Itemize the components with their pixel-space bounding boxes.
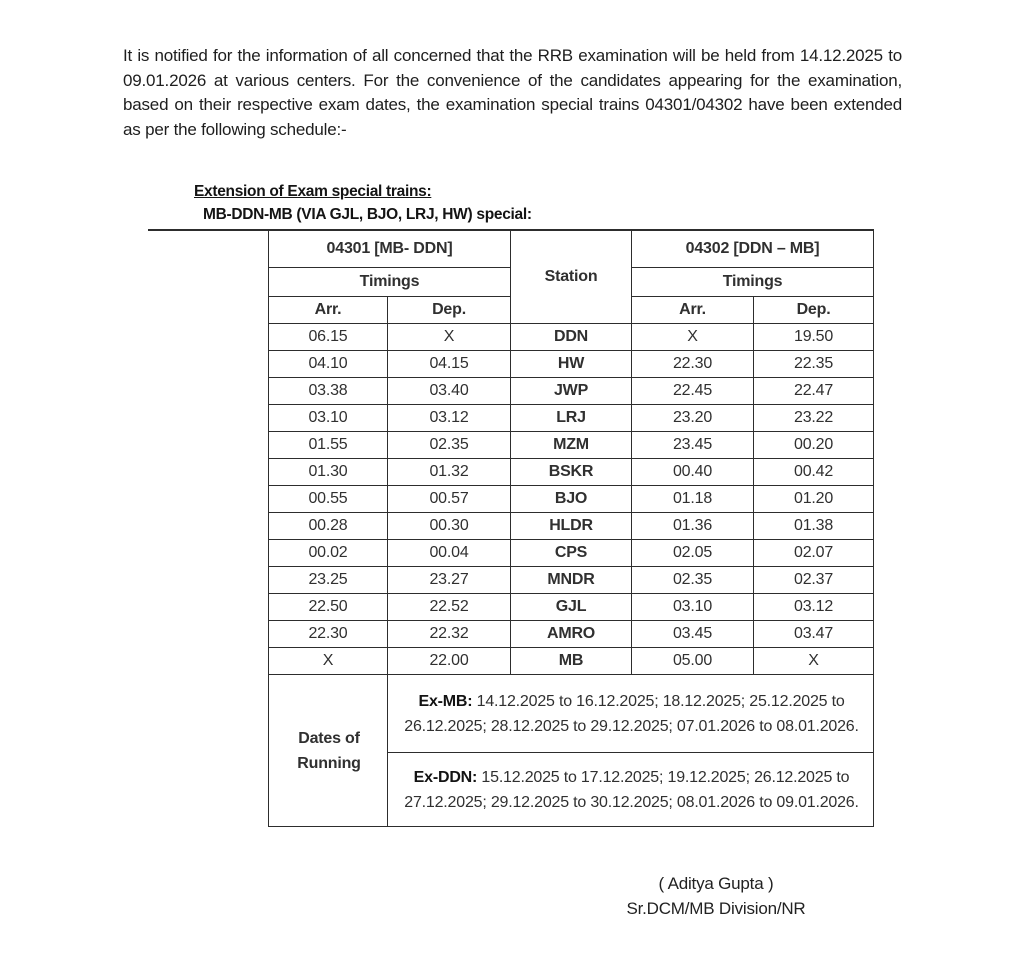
table-row (269, 567, 874, 594)
ex-ddn-dates-cell (388, 753, 874, 827)
cell-dep-04301: X (388, 324, 511, 351)
table-row (269, 432, 874, 459)
station-column-header: Station (511, 230, 632, 324)
cell-arr-04301: 00.28 (269, 513, 388, 540)
table-row (269, 324, 874, 351)
table-row (269, 621, 874, 648)
ex-mb-dates-cell (388, 675, 874, 753)
cell-dep-04302: 00.42 (754, 459, 874, 486)
dates-of-running-row-ex-mb (269, 675, 874, 753)
cell-arr-04301: 23.25 (269, 567, 388, 594)
table-row (269, 486, 874, 513)
cell-dep-04302: 03.12 (754, 594, 874, 621)
table-row (269, 540, 874, 567)
station-cell: BJO (511, 486, 632, 513)
signatory-designation: Sr.DCM/MB Division/NR (626, 898, 806, 918)
cell-dep-04301: 22.00 (388, 648, 511, 675)
cell-arr-04301: 06.15 (269, 324, 388, 351)
cell-dep-04302: 22.47 (754, 378, 874, 405)
cell-arr-04301: 00.55 (269, 486, 388, 513)
ex-ddn-label: Ex-DDN: (413, 768, 478, 786)
cell-arr-04301: 22.30 (269, 621, 388, 648)
cell-arr-04301: 01.55 (269, 432, 388, 459)
cell-dep-04302: 00.20 (754, 432, 874, 459)
station-cell: MB (511, 648, 632, 675)
cell-dep-04301: 04.15 (388, 351, 511, 378)
cell-dep-04301: 01.32 (388, 459, 511, 486)
train-timetable (268, 229, 874, 827)
station-cell: JWP (511, 378, 632, 405)
cell-dep-04301: 22.32 (388, 621, 511, 648)
station-cell: BSKR (511, 459, 632, 486)
cell-arr-04301: X (269, 648, 388, 675)
table-row (269, 513, 874, 540)
extension-heading: Extension of Exam special trains: (194, 183, 432, 200)
station-cell: MZM (511, 432, 632, 459)
cell-arr-04302: 00.40 (632, 459, 754, 486)
arr-header-04301: Arr. (269, 297, 388, 324)
cell-dep-04302: 02.07 (754, 540, 874, 567)
station-cell: MNDR (511, 567, 632, 594)
signature-block (550, 872, 882, 921)
cell-arr-04302: 22.45 (632, 378, 754, 405)
table-row (269, 594, 874, 621)
arr-header-04302: Arr. (632, 297, 754, 324)
table-row (269, 405, 874, 432)
cell-dep-04302: 23.22 (754, 405, 874, 432)
station-cell: HLDR (511, 513, 632, 540)
timings-header-04302: Timings (632, 268, 874, 297)
table-row (269, 648, 874, 675)
table-header-row-trains (269, 230, 874, 268)
cell-dep-04302: X (754, 648, 874, 675)
ex-mb-label: Ex-MB: (418, 692, 473, 710)
cell-dep-04301: 00.30 (388, 513, 511, 540)
cell-arr-04302: 02.05 (632, 540, 754, 567)
cell-dep-04302: 01.38 (754, 513, 874, 540)
signatory-name: ( Aditya Gupta ) (658, 874, 774, 893)
cell-arr-04302: 23.45 (632, 432, 754, 459)
cell-arr-04302: 02.35 (632, 567, 754, 594)
cell-dep-04302: 02.37 (754, 567, 874, 594)
cell-arr-04302: 05.00 (632, 648, 754, 675)
dates-of-running-label: Dates of Running (269, 675, 388, 827)
cell-dep-04301: 23.27 (388, 567, 511, 594)
table-row (269, 459, 874, 486)
train-04301-header: 04301 [MB- DDN] (269, 230, 511, 268)
station-cell: LRJ (511, 405, 632, 432)
station-cell: DDN (511, 324, 632, 351)
timings-header-04301: Timings (269, 268, 511, 297)
train-04302-header: 04302 [DDN – MB] (632, 230, 874, 268)
table-row (269, 351, 874, 378)
cell-dep-04302: 19.50 (754, 324, 874, 351)
cell-arr-04302: X (632, 324, 754, 351)
cell-arr-04302: 01.36 (632, 513, 754, 540)
cell-arr-04302: 22.30 (632, 351, 754, 378)
cell-arr-04301: 03.38 (269, 378, 388, 405)
ex-mb-dates: 14.12.2025 to 16.12.2025; 18.12.2025; 25.12.2025 to 26.12.2025; 28.12.2025 to 29.12.2025; 07.01.2026 to 08.01.2026. (404, 692, 859, 735)
dep-header-04302: Dep. (754, 297, 874, 324)
cell-arr-04302: 23.20 (632, 405, 754, 432)
cell-arr-04301: 01.30 (269, 459, 388, 486)
cell-dep-04302: 01.20 (754, 486, 874, 513)
cell-arr-04302: 03.10 (632, 594, 754, 621)
cell-dep-04301: 00.04 (388, 540, 511, 567)
cell-arr-04301: 00.02 (269, 540, 388, 567)
cell-dep-04301: 03.40 (388, 378, 511, 405)
cell-arr-04301: 03.10 (269, 405, 388, 432)
station-cell: AMRO (511, 621, 632, 648)
cell-arr-04301: 04.10 (269, 351, 388, 378)
cell-dep-04302: 03.47 (754, 621, 874, 648)
ex-ddn-dates: 15.12.2025 to 17.12.2025; 19.12.2025; 26.12.2025 to 27.12.2025; 29.12.2025 to 30.12.2025; 08.01.2026 to 09.01.2026. (404, 768, 859, 811)
dep-header-04301: Dep. (388, 297, 511, 324)
cell-dep-04301: 02.35 (388, 432, 511, 459)
cell-dep-04301: 22.52 (388, 594, 511, 621)
cell-dep-04301: 00.57 (388, 486, 511, 513)
station-cell: CPS (511, 540, 632, 567)
cell-dep-04302: 22.35 (754, 351, 874, 378)
station-cell: HW (511, 351, 632, 378)
table-row (269, 378, 874, 405)
cell-dep-04301: 03.12 (388, 405, 511, 432)
station-cell: GJL (511, 594, 632, 621)
route-heading: MB-DDN-MB (VIA GJL, BJO, LRJ, HW) special: (203, 206, 532, 223)
intro-paragraph: It is notified for the information of all concerned that the RRB examination will be held from 14.12.2025 to 09.01.2026 at various centers. For the convenience of the candidates appearing for the examination, based on their respective exam dates, the examination special trains 04301/04302 have been extended as per the following schedule:- (123, 46, 902, 139)
cell-arr-04302: 03.45 (632, 621, 754, 648)
cell-arr-04302: 01.18 (632, 486, 754, 513)
cell-arr-04301: 22.50 (269, 594, 388, 621)
